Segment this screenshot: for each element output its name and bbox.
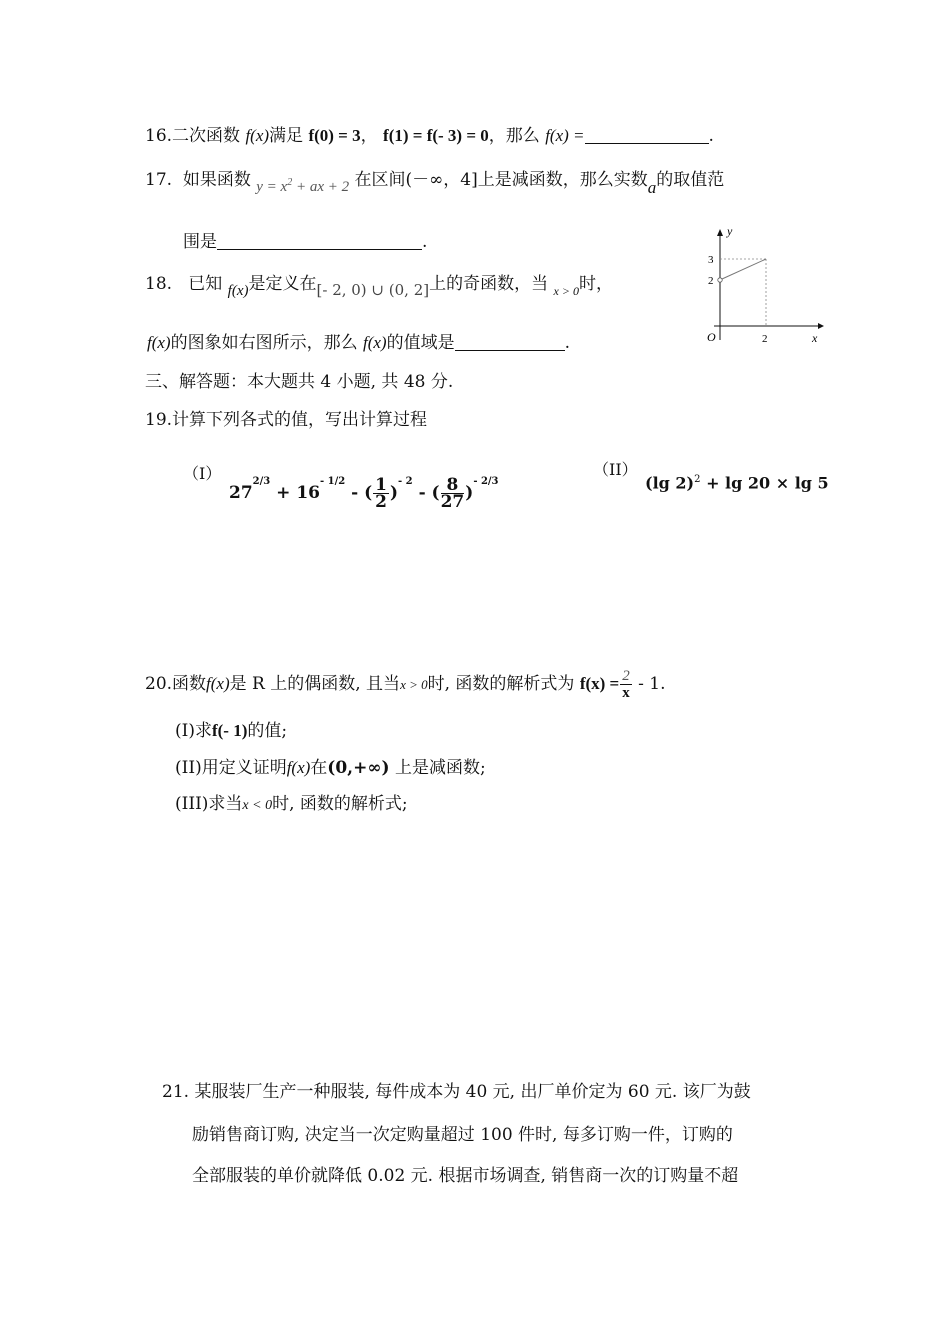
q20-sub3 (175, 792, 408, 818)
q17-end: . (422, 232, 428, 252)
q19-term-b: + 16 (276, 483, 320, 503)
q20-lead: 函数 (172, 674, 207, 694)
q20-s3-end: 时, 函数的解析式; (272, 794, 408, 814)
q18-answer-blank[interactable] (455, 332, 565, 351)
x-axis-label: x (812, 331, 818, 345)
q19-c-den: 2 (375, 492, 387, 512)
q20-s2-label: (II)用定义证明 (175, 758, 287, 778)
q20-fx: f(x) (206, 674, 230, 693)
q17-equation (256, 179, 349, 195)
q17-eq-exp: 2 (287, 177, 293, 188)
q18-text1: 是定义在 (248, 274, 317, 294)
q21-line3: 全部服装的单价就降低 0.02 元. 根据市场调查, 销售商一次的订购量不超 (192, 1166, 739, 1186)
q19-term-a: 27 (229, 483, 253, 503)
q18-fx: f(x) (227, 283, 249, 299)
q20-s1-end: 的值; (247, 721, 288, 741)
q16-fx: f(x) (245, 126, 270, 145)
q16-text1: 满足 (269, 126, 304, 146)
origin-label: O (707, 330, 716, 344)
open-point-icon (718, 278, 722, 282)
q16-number: 16. (145, 126, 173, 146)
q19-p2-rest: + lg 20 × lg 5 (706, 473, 829, 493)
q18-end: . (564, 333, 570, 353)
q19-term-d-frac (441, 477, 465, 510)
q19-term-d-pre: - ( (418, 483, 440, 503)
q18-text2: 上的奇函数，当 (429, 274, 549, 294)
q19-term-b-exp: - 1/2 (320, 476, 346, 487)
q19-c-num: 1 (375, 475, 387, 495)
q18-line2-fx: f(x) (147, 333, 171, 352)
q16-sep: ， (360, 126, 378, 146)
q17-var-a: a (647, 178, 657, 197)
q20-sub1 (175, 719, 287, 743)
q20-s2-fx: f(x) (286, 758, 311, 777)
q19-c-close: ) (390, 483, 399, 503)
q18-condition: x > 0 (553, 284, 579, 298)
q20-fx2: f(x) = (579, 674, 620, 693)
question-20 (145, 668, 666, 701)
q18-line2-text1: 的图象如右图所示，那么 (170, 333, 358, 353)
q20-frac-num: 2 (622, 668, 630, 684)
q19-p2-a: (lg 2) (645, 473, 695, 493)
q16-text2: ，那么 (488, 126, 540, 146)
q19-d-den: 27 (440, 492, 465, 512)
question-19-title: 19.计算下列各式的值，写出计算过程 (145, 410, 428, 430)
q20-s2-end: 上是减函数; (394, 758, 486, 778)
question-17 (145, 168, 724, 200)
q17-eq-rest: + ax + 2 (295, 179, 350, 195)
q18-line2-text2: 的值域是 (386, 333, 455, 353)
q18-number: 18. (145, 274, 173, 294)
q20-sub2 (175, 756, 486, 780)
question-16 (145, 124, 714, 148)
q19-d-close: ) (465, 483, 474, 503)
q19-p2-a-exp: 2 (694, 474, 701, 485)
q16-end: . (708, 126, 714, 146)
q20-frac-den: x (622, 685, 630, 701)
tick-y2: 2 (708, 275, 714, 287)
q16-condition2: f(1) = f(- 3) = 0 (383, 126, 489, 145)
q18-domain: [- 2, 0) ∪ (0, 2] (316, 281, 430, 299)
tick-y3: 3 (708, 254, 714, 266)
question-18-line2 (147, 331, 570, 355)
y-axis-arrow-icon (717, 229, 723, 236)
q16-fx2: f(x) = (545, 126, 585, 145)
question-18 (145, 272, 613, 303)
q20-rest: - 1. (638, 674, 666, 694)
q21-line2: 励销售商订购, 决定当一次定购量超过 100 件时, 每多订购一件，订购的 (192, 1125, 733, 1145)
question-17-line2 (183, 230, 427, 254)
q17-text2: 的取值范 (656, 170, 725, 190)
q19-term-c-frac (373, 477, 389, 510)
q20-text1: 是 R 上的偶函数, 且当 (229, 674, 401, 694)
graph-segment (722, 259, 766, 279)
x-axis-arrow-icon (818, 323, 824, 329)
q19-part2 (593, 458, 638, 482)
q17-text1: 在区间(－∞，4]上是减函数，那么实数 (354, 170, 648, 190)
q20-s3-label: (III)求当 (175, 794, 243, 814)
q16-condition1: f(0) = 3 (308, 126, 361, 145)
q18-text3: 时， (578, 274, 613, 294)
q18-lead: 已知 (188, 274, 223, 294)
q19-term-d-exp: - 2/3 (473, 476, 499, 487)
q19-p1-label: （I） (183, 464, 222, 483)
q20-s1-label: (I)求 (175, 721, 212, 741)
q20-cond: x > 0 (400, 677, 428, 692)
q17-answer-blank[interactable] (217, 231, 422, 250)
q19-d-num: 8 (441, 477, 465, 494)
q16-lead: 二次函数 (172, 126, 241, 146)
tick-x2: 2 (762, 333, 768, 345)
section-3-heading: 三、解答题：本大题共 4 小题, 共 48 分. (145, 372, 454, 392)
q20-text2: 时, 函数的解析式为 (427, 674, 575, 694)
q19-part1 (183, 462, 221, 496)
q20-number: 20. (145, 674, 173, 694)
y-axis-label: y (727, 224, 733, 238)
q17-number: 17. (145, 170, 173, 190)
q17-eq-y: y = x (256, 179, 288, 195)
q19-term-c-exp: - 2 (398, 476, 413, 487)
q19-part1-expression (229, 456, 499, 519)
q16-answer-blank[interactable] (585, 125, 709, 144)
q19-p2-label: （II） (593, 460, 638, 479)
q17-line2: 围是 (183, 232, 217, 252)
q20-s2-interval: (0,+∞) (327, 758, 390, 778)
q21-line1: 21. 某服装厂生产一种服装, 每件成本为 40 元, 出厂单价定为 60 元. 该厂为鼓 (162, 1082, 751, 1102)
q18-line2-fx2: f(x) (363, 333, 387, 352)
q17-lead: 如果函数 (182, 170, 251, 190)
q20-s3-cond: x < 0 (242, 798, 273, 813)
q19-term-a-exp: 2/3 (252, 476, 271, 487)
q20-frac (620, 668, 632, 701)
q19-term-c-pre: - ( (351, 483, 373, 503)
q20-s1-expr: f(- 1) (211, 721, 248, 740)
q19-part2-expression (645, 468, 829, 495)
q20-s2-t1: 在 (310, 758, 328, 778)
function-graph (700, 222, 830, 350)
